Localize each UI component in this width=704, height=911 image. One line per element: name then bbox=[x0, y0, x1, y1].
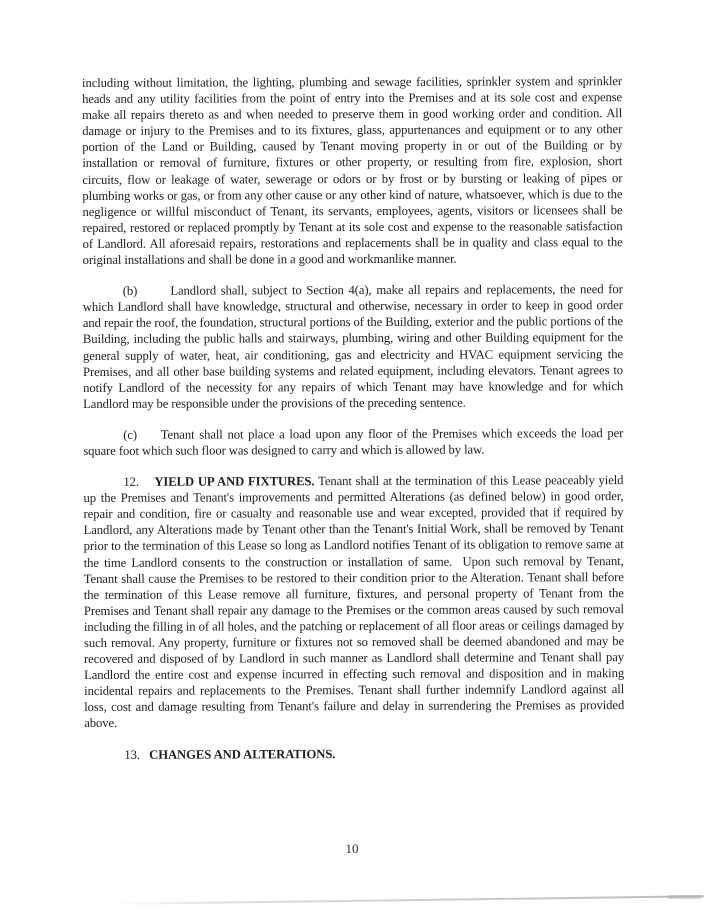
paragraph-b-landlord-repairs bbox=[83, 281, 623, 412]
text-run: 12. bbox=[123, 474, 155, 489]
paragraph-13-changes-and-alterations bbox=[84, 745, 624, 763]
scan-edge-mark bbox=[668, 895, 702, 899]
section-heading-run: CHANGES AND ALTERATIONS. bbox=[149, 746, 336, 762]
text-run: (b) Landlord shall, subject to Section 4(a), make all repairs and replacements, the need for which Landlord shall have knowledge, structural and otherwise, necessary in order to keep in good order and repair the roof, the foundation, structural portions of the Building, exterior and the public portions of the Building, including the public halls and stairways, plumbing, wiring and other Building equipment for the general supply of water, heat, air conditioning, gas and electricity and HVAC equipment servicing the Premises, and all other base building systems and related equipment, including elevators. Tenant agrees to notify Landlord of the necessity for any repairs of which Tenant may have knowledge and for which Landlord may be responsible under the provisions of the preceding sentence. bbox=[82, 282, 624, 411]
page-number: 10 bbox=[345, 841, 359, 856]
text-run: including without limitation, the lighting, plumbing and sewage facilities, sprinkler system and sprinkler heads and any utility facilities from the point of entry into the Premises and at its sole cost and expense make all repairs thereto as and when needed to preserve them in good working order and condition. All damage or injury to the Premises and to its fixtures, glass, appurtenances and equipment or to any other portion of the Land or Building, caused by Tenant moving property in or out of the Building or by installation or removal of furniture, fixtures or other property, or resulting from fire, explosion, short circuits, flow or leakage of water, sewerage or odors or by frost or by bursting or leaking of pipes or plumbing works or gas, or from any other cause or any other kind of nature, whatsoever, which is due to the negligence or willful misconduct of Tenant, its servants, employees, agents, visitors or licensees shall be repaired, restored or replaced promptly by Tenant at its sole cost and expense to the reasonable satisfaction of Landlord. All aforesaid repairs, restorations and replacements shall be in quality and class equal to the original installations and shall be done in a good and workmanlike manner. bbox=[82, 74, 623, 268]
section-heading-run: YIELD UP AND FIXTURES. bbox=[154, 474, 315, 489]
paragraph-c-floor-load bbox=[83, 425, 623, 459]
paragraph-repairs-continuation bbox=[82, 73, 623, 268]
scan-edge-line bbox=[112, 895, 704, 904]
text-run: (c) Tenant shall not place a load upon any floor of the Premises which exceeds the load per square foot which such floor was designed to carry and which is allowed by law. bbox=[83, 425, 624, 458]
document-body bbox=[82, 73, 624, 778]
text-run: Tenant shall at the termination of this Lease peaceably yield up the Premises and Tenant's improvements and permitted Alterations (as defined below) in good order, repair and condition, fire or casualty and reasonable use and wear excepted, provided that if required by Landlord, any Alterations made by Tenant other than the Tenant's Initial Work, shall be removed by Tenant prior to the termination of this Lease so long as Landlord notifies Tenant of its obligation to remove same at the time Landlord consents to the construction or installation of same. Upon such removal by Tenant, Tenant shall cause the Premises to be restored to their condition prior to the Alteration. Tenant shall before the termination of this Lease remove all furniture, fixtures, and personal property of Tenant from the Premises and Tenant shall repair any damage to the Premises or the common areas caused by such removal including the filling in of all holes, and the patching or replacement of all floor areas or ceilings damaged by such removal. Any property, furniture or fixtures not so removed shall be deemed abandoned and may be recovered and disposed of by Landlord in such manner as Landlord shall determine and Tenant shall pay Landlord the entire cost and expense incurred in effecting such removal and disposition and in making incidental repairs and replacements to the Premises. Tenant shall further indemnify Landlord against all loss, cost and damage resulting from Tenant's failure and delay in surrendering the Premises as provided above. bbox=[83, 473, 625, 731]
text-run: 13. bbox=[124, 747, 150, 762]
paragraph-12-yield-up-and-fixtures bbox=[83, 472, 624, 731]
